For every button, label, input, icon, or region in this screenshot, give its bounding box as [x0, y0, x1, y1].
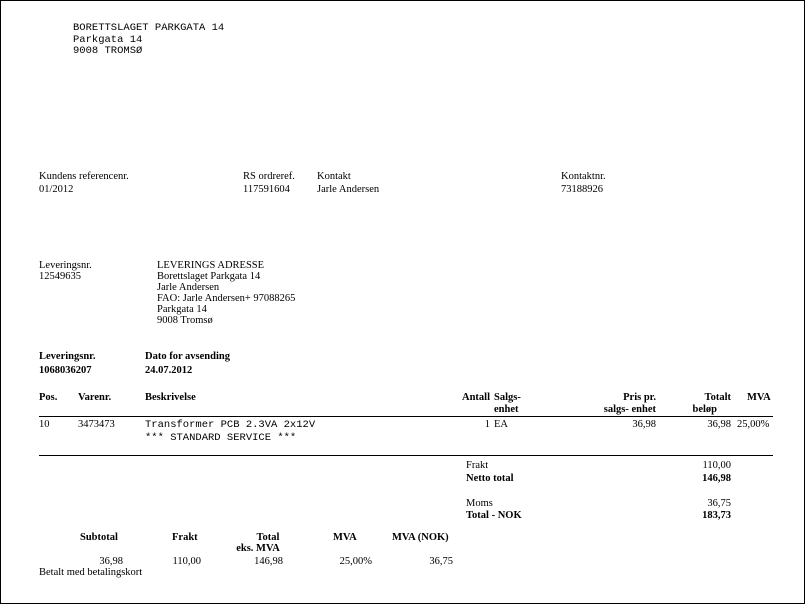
order-ref-label: RS ordreref.	[243, 171, 295, 182]
summary-total-value: 146,98	[254, 556, 283, 567]
col-header-price: Pris pr.	[623, 392, 656, 403]
summary-header-total-line2: eks. MVA	[236, 543, 280, 554]
summary-header-vat: MVA	[333, 532, 357, 543]
sender-street: Parkgata 14	[73, 34, 143, 46]
col-header-unit: Salgs-	[494, 392, 521, 403]
vat-label: Moms	[466, 498, 493, 509]
totals-divider	[39, 455, 773, 456]
summary-header-vat-nok: MVA (NOK)	[392, 532, 449, 543]
summary-header-total: Total	[256, 532, 280, 543]
col-header-quantity: Antall	[461, 392, 490, 403]
delivery-address-line: FAO: Jarle Andersen+ 97088265	[157, 293, 296, 304]
dispatch-date-value: 24.07.2012	[145, 365, 193, 376]
row-pos: 10	[39, 419, 50, 430]
shipment-no-label: Leveringsnr.	[39, 351, 96, 362]
shipment-no-value: 1068036207	[39, 365, 92, 376]
col-header-description: Beskrivelse	[145, 392, 196, 403]
col-header-pos: Pos.	[39, 392, 58, 403]
freight-label: Frakt	[466, 460, 489, 471]
net-total-label: Netto total	[466, 473, 514, 484]
row-description: Transformer PCB 2.3VA 2x12V	[145, 419, 316, 431]
row-price: 36,98	[632, 419, 656, 430]
net-total-value: 146,98	[702, 473, 731, 484]
order-ref-value: 117591604	[243, 184, 290, 195]
vat-value: 36,75	[707, 498, 731, 509]
contact-no-label: Kontaktnr.	[561, 171, 606, 182]
row-service-note: *** STANDARD SERVICE ***	[145, 432, 297, 444]
contact-value: Jarle Andersen	[317, 184, 380, 195]
delivery-address-line: Parkgata 14	[157, 304, 207, 315]
col-header-unit-line2: enhet	[494, 404, 519, 415]
col-header-total: Totalt	[704, 392, 731, 403]
delivery-no-value: 12549635	[39, 271, 81, 282]
delivery-address-line: Borettslaget Parkgata 14	[157, 271, 261, 282]
contact-no-value: 73188926	[561, 184, 603, 195]
summary-vat-rate: 25,00%	[339, 556, 372, 567]
row-unit: EA	[494, 419, 508, 430]
row-item-no: 3473473	[78, 419, 115, 430]
customer-ref-value: 01/2012	[39, 184, 74, 195]
summary-vat-amount: 36,75	[429, 556, 453, 567]
delivery-address-line: 9008 Tromsø	[157, 315, 213, 326]
row-total: 36,98	[707, 419, 731, 430]
contact-label: Kontakt	[317, 171, 351, 182]
row-vat: 25,00%	[737, 419, 770, 430]
sender-city: 9008 TROMSØ	[73, 45, 143, 57]
table-header-divider	[39, 416, 773, 417]
freight-value: 110,00	[702, 460, 731, 471]
delivery-no-label: Leveringsnr.	[39, 260, 92, 271]
summary-header-subtotal: Subtotal	[80, 532, 118, 543]
summary-subtotal-value: 36,98	[99, 556, 123, 567]
payment-note: Betalt med betalingskort	[39, 567, 143, 578]
grand-total-value: 183,73	[702, 510, 731, 521]
col-header-total-line2: beløp	[692, 404, 717, 415]
customer-ref-label: Kundens referencenr.	[39, 171, 129, 182]
sender-name: BORETTSLAGET PARKGATA 14	[73, 22, 225, 34]
delivery-address-title: LEVERINGS ADRESSE	[157, 260, 265, 271]
col-header-vat: MVA	[747, 392, 771, 403]
summary-header-freight: Frakt	[172, 532, 198, 543]
dispatch-date-label: Dato for avsending	[145, 351, 230, 362]
summary-freight-value: 110,00	[172, 556, 201, 567]
row-quantity: 1	[484, 419, 490, 430]
grand-total-label: Total - NOK	[466, 510, 522, 521]
delivery-address-line: Jarle Andersen	[157, 282, 220, 293]
col-header-item: Varenr.	[78, 392, 112, 403]
col-header-price-line2: salgs- enhet	[603, 404, 656, 415]
